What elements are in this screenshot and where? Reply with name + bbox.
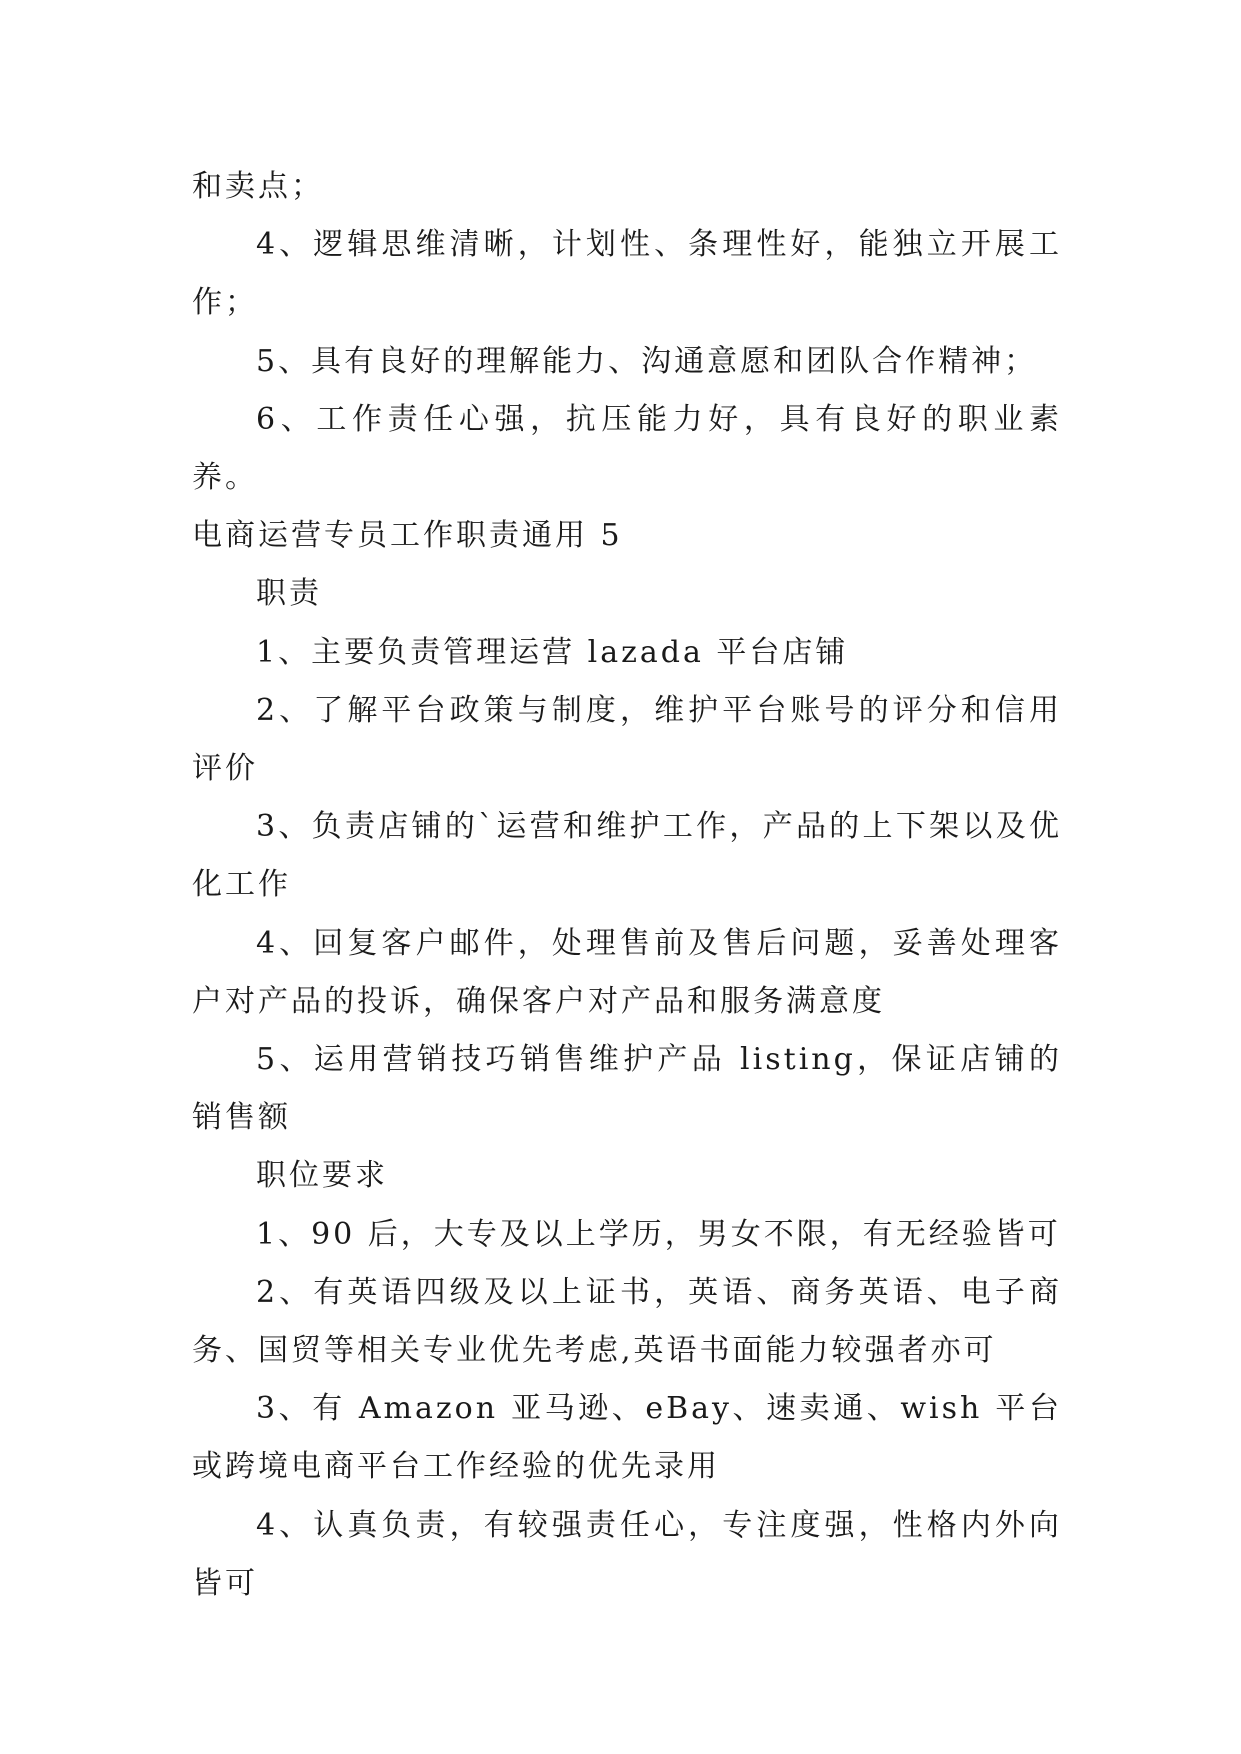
subheading-requirements: 职位要求 [256,1158,388,1194]
paragraph: 4、回复客户邮件，处理售前及售后问题，妥善处理客户对产品的投诉，确保客户对产品和服务满意度 [192,925,1062,1019]
paragraph: 4、逻辑思维清晰，计划性、条理性好，能独立开展工作； [192,227,1062,321]
section-heading: 电商运营专员工作职责通用 5 [192,518,623,554]
paragraph: 6、工作责任心强，抗压能力好，具有良好的职业素养。 [192,401,1062,496]
paragraph: 1、主要负责管理运营 lazada 平台店铺 [256,634,849,670]
subheading-duties: 职责 [256,576,322,612]
paragraph: 3、负责店铺的`运营和维护工作，产品的上下架以及优化工作 [192,809,1062,903]
paragraph: 5、运用营销技巧销售维护产品 listing，保证店铺的销售额 [192,1042,1062,1136]
paragraph: 2、了解平台政策与制度，维护平台账号的评分和信用评价 [192,692,1062,787]
paragraph: 和卖点； [192,169,324,204]
paragraph: 2、有英语四级及以上证书，英语、商务英语、电子商务、国贸等相关专业优先考虑,英语书面能力较强者亦可 [192,1274,1062,1369]
paragraph: 5、具有良好的理解能力、沟通意愿和团队合作精神； [256,343,1038,379]
document-body [192,158,1062,1613]
paragraph: 1、90 后，大专及以上学历，男女不限，有无经验皆可 [256,1216,1061,1252]
paragraph: 4、认真负责，有较强责任心，专注度强，性格内外向皆可 [192,1507,1062,1601]
paragraph: 3、有 Amazon 亚马逊、eBay、速卖通、wish 平台或跨境电商平台工作经验的优先录用 [192,1391,1062,1485]
